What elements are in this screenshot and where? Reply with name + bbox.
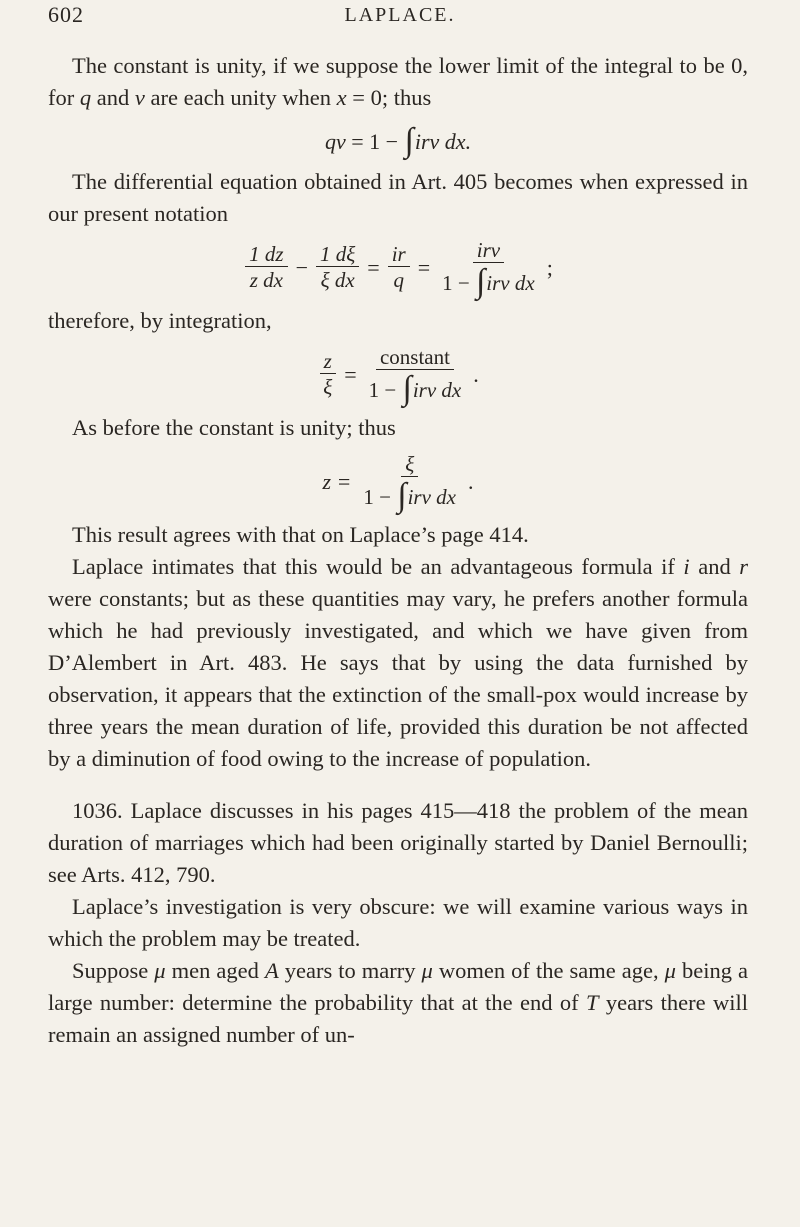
paragraph-3: therefore, by integration,: [48, 308, 272, 333]
page-header: [48, 2, 752, 32]
page-body: [48, 50, 748, 1051]
paragraph-4: As before the constant is unity; thus: [72, 415, 396, 440]
equation-3: $\frac{z}{\xi}$ = $\frac{\text{constant}}{\text{1 − ∫irv dx}}$ .: [48, 345, 748, 404]
paragraph-7: 1036. Laplace discusses in his pages 415—418 the problem of the mean duration of marriages which had been originally started by Daniel Bernoulli; see Arts. 412, 790.: [48, 798, 748, 887]
equation-1: qv = 1 − ∫irv dx.: [324, 122, 472, 159]
paragraph-2: The differential equation obtained in Art. 405 becomes when expressed in our present notation: [48, 169, 748, 226]
equation-4: z = $\frac{\xi}{\text{1 − ∫irv dx}}$ .: [322, 452, 474, 514]
paragraph-8: Laplace’s investigation is very obscure: we will examine various ways in which the problem may be treated.: [48, 894, 748, 951]
paragraph-9: Suppose μ men aged A years to marry μ women of the same age, μ being a large number: determine the probability that at the end of T years there will remain an assigned number of un-: [48, 958, 748, 1047]
paragraph-6: Laplace intimates that this would be an advantageous formula if i and r were constants; but as these quantities may vary, he prefers another formula which he had previously investigated, and which we have given from D’Alembert in Art. 483. He says that by using the data furnished by observation, it appears that the extinction of the small-pox would increase by three years the mean duration of life, provided this duration be not affected by a diminution of food owing to the increase of population.: [48, 554, 748, 771]
page-number: 602: [48, 2, 84, 27]
equation-2: $\frac{1 dz}{\text{z dx}}$ − $\frac{1 d\xi}{\text{ξ dx}}$ = $\frac{ir}{q}$ = $\frac{\text{irv}}{\text{1 − ∫irv dx}}$ ;: [48, 238, 748, 297]
paragraph-5: This result agrees with that on Laplace’s page 414.: [72, 522, 529, 547]
running-title: LAPLACE.: [344, 4, 456, 26]
paragraph-1: The constant is unity, if we suppose the lower limit of the integral to be 0, for q and v are each unity when x = 0; thus: [48, 53, 748, 110]
